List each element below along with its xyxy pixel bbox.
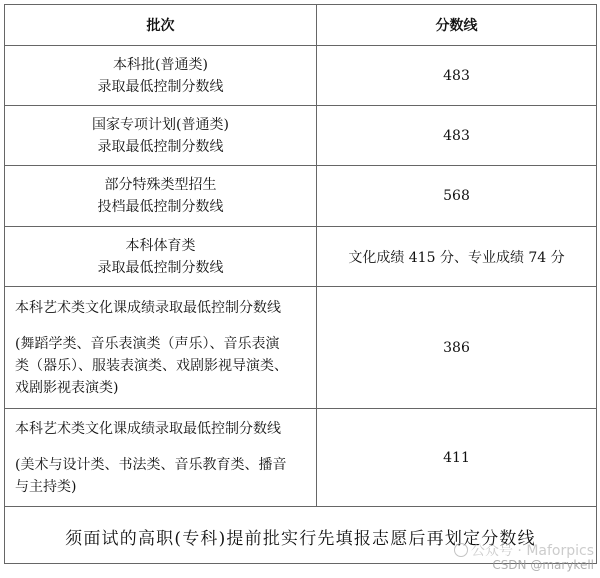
category-title: 本科艺术类文化课成绩录取最低控制分数线: [15, 299, 281, 316]
watermark-line-2: CSDN @marykell: [492, 558, 594, 572]
table-row: [5, 106, 597, 166]
row-score: 411: [317, 409, 597, 507]
category-note-line: 戏剧影视表演类): [15, 379, 119, 396]
row-score: 483: [317, 46, 597, 106]
category-note-line: (美术与设计类、书法类、音乐教育类、播音: [15, 456, 287, 473]
row-category: [5, 227, 317, 287]
category-note-line: 类（器乐）、服装表演类、戏剧影视导演类、: [15, 357, 288, 374]
watermark-text-1: 公众号 · Maforpics: [470, 543, 594, 559]
row-score: 483: [317, 106, 597, 166]
table-footer-row: [5, 507, 597, 564]
score-line-table: [4, 4, 597, 564]
category-line: 录取最低控制分数线: [97, 259, 224, 276]
category-note-line: 与主持类): [15, 478, 77, 495]
table-row: [5, 46, 597, 106]
footer-note: 须面试的高职(专科)提前批实行先填报志愿后再划定分数线: [5, 507, 597, 564]
table-header-row: [5, 5, 597, 46]
row-score: 386: [317, 287, 597, 409]
category-line: 录取最低控制分数线: [97, 138, 224, 155]
category-line: 本科批(普通类): [113, 56, 208, 73]
row-category: [5, 409, 317, 507]
table-row: [5, 287, 597, 409]
score-table-sheet: [4, 4, 596, 574]
header-category: 批次: [5, 5, 317, 46]
row-score: 文化成绩 415 分、专业成绩 74 分: [317, 227, 597, 287]
row-category: [5, 106, 317, 166]
category-title: 本科艺术类文化课成绩录取最低控制分数线: [15, 420, 281, 437]
row-category: [5, 287, 317, 409]
category-note-line: (舞蹈学类、音乐表演类（声乐）、音乐表演: [15, 335, 280, 352]
category-line: 国家专项计划(普通类): [92, 116, 229, 133]
table-row: [5, 409, 597, 507]
header-score: 分数线: [317, 5, 597, 46]
table-row: [5, 227, 597, 287]
category-line: 本科体育类: [125, 237, 196, 254]
row-score: 568: [317, 166, 597, 227]
row-category: [5, 166, 317, 227]
row-category: [5, 46, 317, 106]
category-line: 投档最低控制分数线: [97, 199, 224, 215]
category-line: 录取最低控制分数线: [97, 78, 224, 95]
table-row: [5, 166, 597, 227]
category-line: 部分特殊类型招生: [104, 177, 217, 193]
